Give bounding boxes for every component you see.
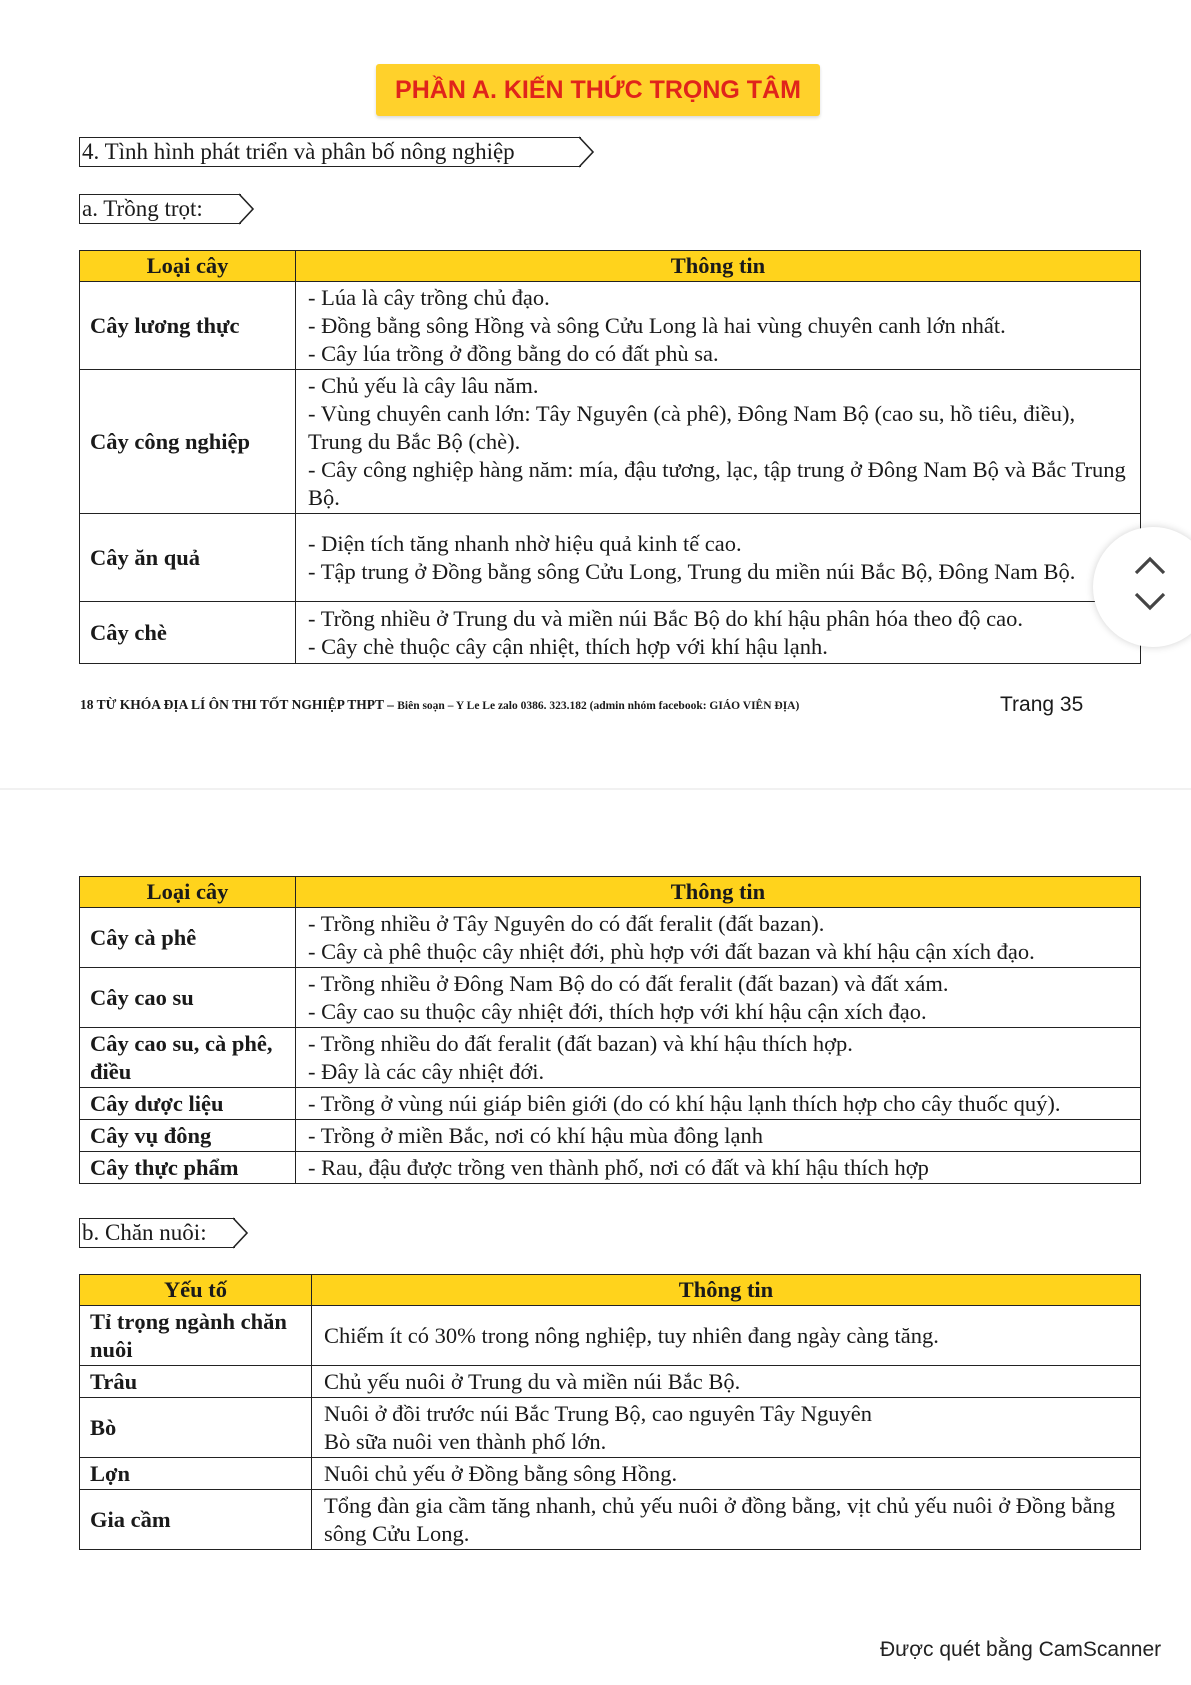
- info-line: - Trồng nhiều ở Đông Nam Bộ do có đất feralit (đất bazan) và đất xám.: [308, 970, 949, 996]
- table-row: [80, 968, 1141, 1028]
- page-divider: [0, 788, 1191, 790]
- column-header: Yếu tố: [80, 1275, 312, 1306]
- column-header: Thông tin: [296, 251, 1141, 282]
- section-banner: PHẦN A. KIẾN THỨC TRỌNG TÂM: [376, 64, 820, 116]
- crop-type-cell: Cây ăn quả: [80, 514, 296, 602]
- info-line: Bò sữa nuôi ven thành phố lớn.: [324, 1428, 607, 1454]
- crop-type-cell: Cây lương thực: [80, 282, 296, 370]
- info-line: - Đây là các cây nhiệt đới.: [308, 1058, 545, 1084]
- page-footer: [80, 697, 799, 713]
- crop-type-cell: Cây thực phẩm: [80, 1152, 296, 1184]
- crop-info-cell: [296, 1120, 1141, 1152]
- info-line: - Diện tích tăng nhanh nhờ hiệu quả kinh tế cao.: [308, 530, 742, 556]
- table-row: [80, 1028, 1141, 1088]
- scanner-watermark: Được quét bằng CamScanner: [880, 1638, 1162, 1661]
- info-line: - Cây công nghiệp hàng năm: mía, đậu tương, lạc, tập trung ở Đông Nam Bộ và Bắc Trung Bộ.: [308, 456, 1126, 510]
- info-line: - Vùng chuyên canh lớn: Tây Nguyên (cà phê), Đông Nam Bộ (cao su, hồ tiêu, điều), Trung du Bắc Bộ (chè).: [308, 400, 1076, 454]
- crop-info-cell: [296, 282, 1141, 370]
- crops-heading-text: a. Trồng trọt:: [82, 196, 203, 221]
- table-row: [80, 1398, 1141, 1458]
- table-row: [80, 370, 1141, 514]
- crop-type-cell: Cây chè: [80, 602, 296, 664]
- crop-info-cell: [296, 1152, 1141, 1184]
- table-header-row: [80, 1275, 1141, 1306]
- crop-info-cell: [296, 370, 1141, 514]
- crop-info-cell: [296, 1088, 1141, 1120]
- column-header: Thông tin: [296, 877, 1141, 908]
- factor-info-cell: [312, 1398, 1141, 1458]
- crop-type-cell: Cây công nghiệp: [80, 370, 296, 514]
- footer-author: Biên soạn – Y Le Le zalo 0386. 323.182 (admin nhóm facebook: GIÁO VIÊN ĐỊA): [397, 700, 800, 712]
- crop-type-cell: Cây cao su, cà phê, điều: [80, 1028, 296, 1088]
- factor-info-cell: [312, 1458, 1141, 1490]
- table-row: [80, 1152, 1141, 1184]
- factor-info-cell: [312, 1366, 1141, 1398]
- table-header-row: [80, 877, 1141, 908]
- crop-type-cell: Cây cao su: [80, 968, 296, 1028]
- arrow-tip-icon: [239, 193, 255, 225]
- info-line: - Cây cao su thuộc cây nhiệt đới, thích hợp với khí hậu cận xích đạo.: [308, 998, 927, 1024]
- factor-cell: Gia cầm: [80, 1490, 312, 1550]
- arrow-tip-icon: [579, 136, 595, 168]
- column-header: Loại cây: [80, 251, 296, 282]
- chevron-up-icon[interactable]: [1130, 553, 1170, 577]
- livestock-heading-text: b. Chăn nuôi:: [82, 1220, 207, 1245]
- table-row: [80, 1490, 1141, 1550]
- info-line: - Cây lúa trồng ở đồng bằng do có đất phù sa.: [308, 340, 719, 366]
- crop-type-cell: Cây vụ đông: [80, 1120, 296, 1152]
- factor-cell: Tỉ trọng ngành chăn nuôi: [80, 1306, 312, 1366]
- info-line: - Đồng bằng sông Hồng và sông Cửu Long là hai vùng chuyên canh lớn nhất.: [308, 312, 1006, 338]
- crops-heading: [79, 194, 241, 224]
- table-row: [80, 1088, 1141, 1120]
- crop-info-cell: [296, 968, 1141, 1028]
- livestock-heading: [79, 1218, 235, 1248]
- factor-info-cell: [312, 1490, 1141, 1550]
- column-header: Loại cây: [80, 877, 296, 908]
- crops-table-2: [79, 876, 1141, 1184]
- info-line: - Cây cà phê thuộc cây nhiệt đới, phù hợp với đất bazan và khí hậu cận xích đạo.: [308, 938, 1035, 964]
- column-header: Thông tin: [312, 1275, 1141, 1306]
- factor-cell: Lợn: [80, 1458, 312, 1490]
- crop-info-cell: [296, 908, 1141, 968]
- table-row: [80, 602, 1141, 664]
- info-line: - Trồng nhiều do đất feralit (đất bazan) và khí hậu thích hợp.: [308, 1030, 853, 1056]
- arrow-tip-icon: [233, 1217, 249, 1249]
- crops-table-1: [79, 250, 1141, 664]
- info-line: Tổng đàn gia cầm tăng nhanh, chủ yếu nuôi ở đồng bằng, vịt chủ yếu nuôi ở Đồng bằng sông Cửu Long.: [324, 1492, 1116, 1546]
- table-row: [80, 1458, 1141, 1490]
- factor-info-cell: [312, 1306, 1141, 1366]
- info-line: - Tập trung ở Đồng bằng sông Cửu Long, Trung du miền núi Bắc Bộ, Đông Nam Bộ.: [308, 558, 1076, 584]
- table-row: [80, 282, 1141, 370]
- livestock-table: [79, 1274, 1141, 1550]
- info-line: Nuôi ở đồi trước núi Bắc Trung Bộ, cao nguyên Tây Nguyên: [324, 1400, 873, 1426]
- info-line: - Trồng nhiều ở Tây Nguyên do có đất feralit (đất bazan).: [308, 910, 825, 936]
- table-row: [80, 514, 1141, 602]
- info-line: - Rau, đậu được trồng ven thành phố, nơi có đất và khí hậu thích hợp: [308, 1154, 929, 1180]
- table-row: [80, 1306, 1141, 1366]
- info-line: - Trồng nhiều ở Trung du và miền núi Bắc Bộ do khí hậu phân hóa theo độ cao.: [308, 605, 1023, 631]
- table-header-row: [80, 251, 1141, 282]
- chevron-down-icon[interactable]: [1130, 590, 1170, 614]
- factor-cell: Bò: [80, 1398, 312, 1458]
- crop-info-cell: [296, 514, 1141, 602]
- table-row: [80, 1366, 1141, 1398]
- section-heading: [79, 137, 581, 167]
- info-line: - Cây chè thuộc cây cận nhiệt, thích hợp với khí hậu lạnh.: [308, 633, 828, 659]
- info-line: Chủ yếu nuôi ở Trung du và miền núi Bắc Bộ.: [324, 1368, 741, 1394]
- info-line: - Trồng ở miền Bắc, nơi có khí hậu mùa đông lạnh: [308, 1122, 763, 1148]
- table-row: [80, 908, 1141, 968]
- section-heading-text: 4. Tình hình phát triển và phân bố nông nghiệp: [82, 139, 515, 164]
- crop-type-cell: Cây cà phê: [80, 908, 296, 968]
- info-line: - Lúa là cây trồng chủ đạo.: [308, 284, 550, 310]
- factor-cell: Trâu: [80, 1366, 312, 1398]
- info-line: Chiếm ít có 30% trong nông nghiệp, tuy nhiên đang ngày càng tăng.: [324, 1322, 939, 1348]
- info-line: - Trồng ở vùng núi giáp biên giới (do có khí hậu lạnh thích hợp cho cây thuốc quý).: [308, 1090, 1061, 1116]
- info-line: - Chủ yếu là cây lâu năm.: [308, 372, 539, 398]
- crop-info-cell: [296, 1028, 1141, 1088]
- table-row: [80, 1120, 1141, 1152]
- crop-type-cell: Cây dược liệu: [80, 1088, 296, 1120]
- crop-info-cell: [296, 602, 1141, 664]
- footer-title: 18 TỪ KHÓA ĐỊA LÍ ÔN THI TỐT NGHIỆP THPT –: [80, 697, 398, 712]
- page-number: Trang 35: [1000, 693, 1084, 716]
- info-line: Nuôi chủ yếu ở Đồng bằng sông Hồng.: [324, 1460, 678, 1486]
